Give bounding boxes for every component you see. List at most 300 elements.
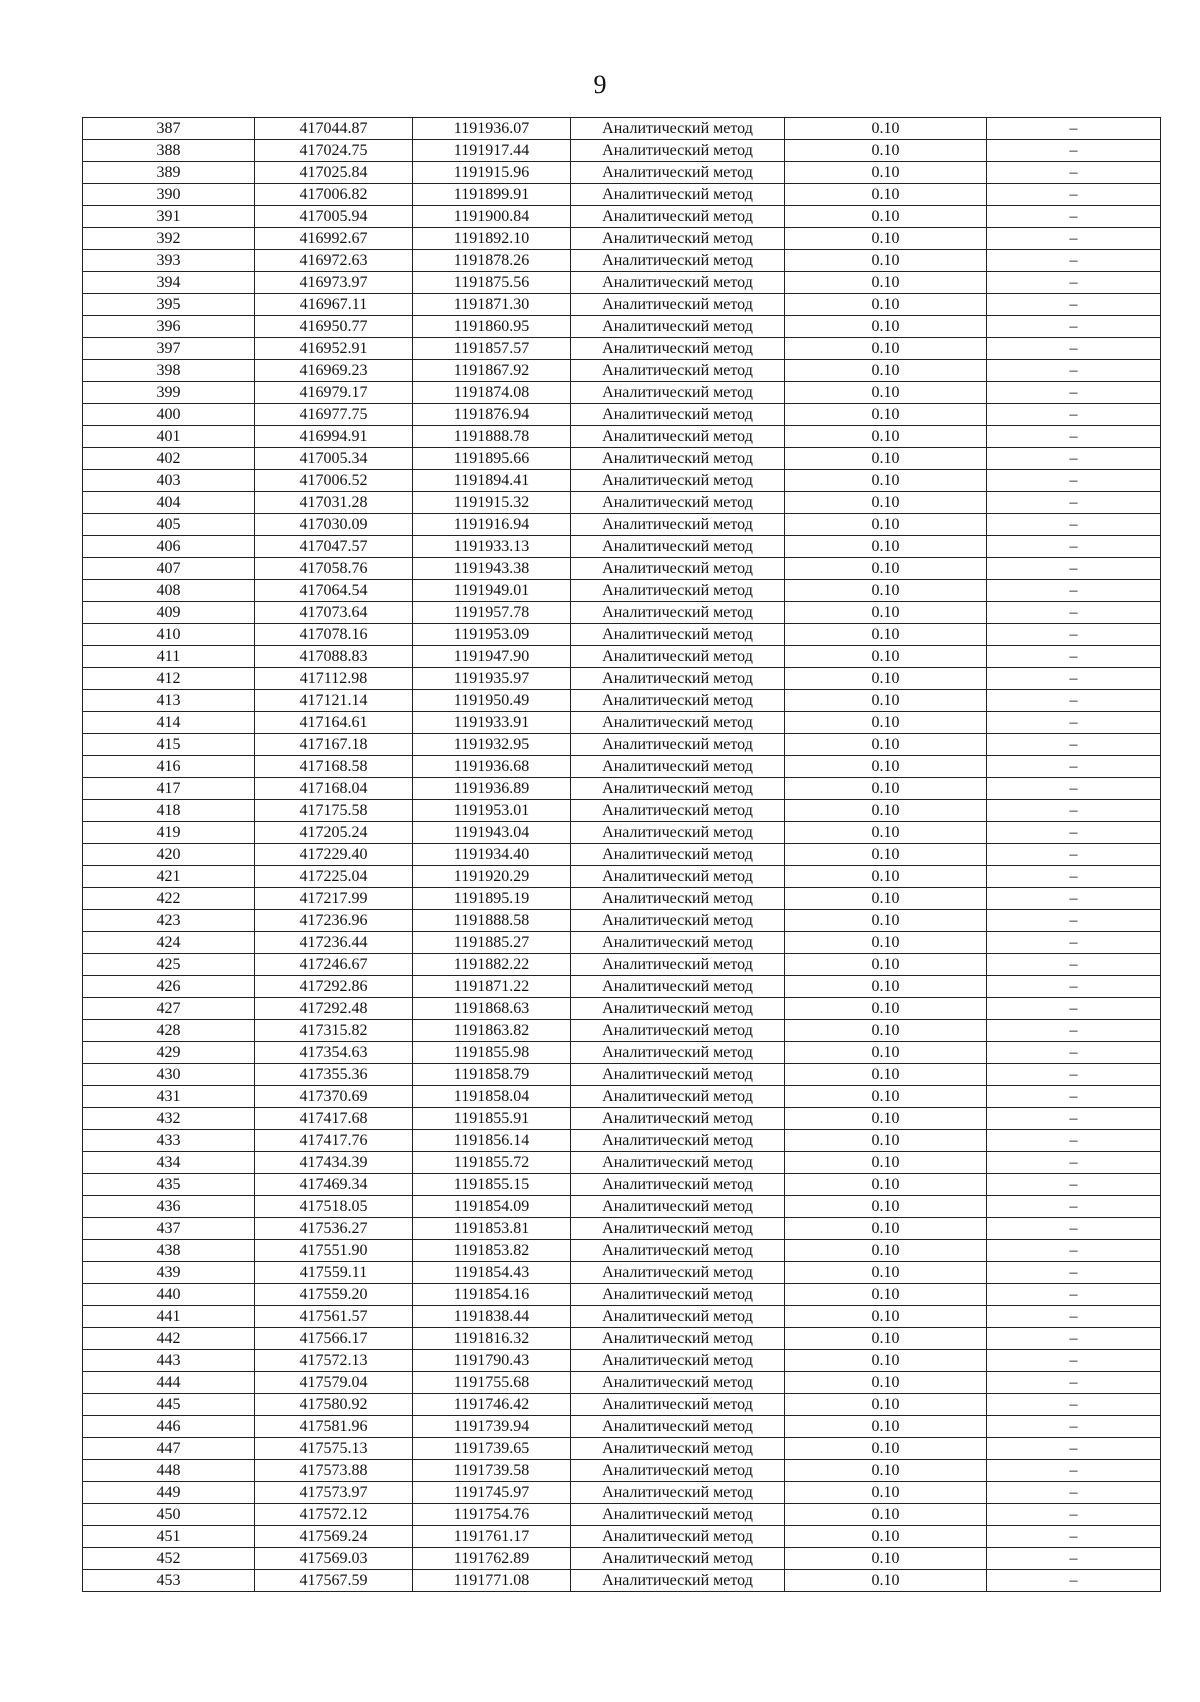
y-coordinate-cell: 1191874.08 <box>413 382 571 404</box>
table-row <box>83 1306 1161 1328</box>
coordinates-table <box>82 117 1161 1592</box>
y-coordinate-cell: 1191943.04 <box>413 822 571 844</box>
y-coordinate-cell: 1191949.01 <box>413 580 571 602</box>
table-row <box>83 668 1161 690</box>
method-cell: Аналитический метод <box>571 1108 785 1130</box>
note-cell: – <box>987 866 1161 888</box>
note-cell: – <box>987 1262 1161 1284</box>
method-cell: Аналитический метод <box>571 800 785 822</box>
point-number-cell: 397 <box>83 338 255 360</box>
table-row <box>83 800 1161 822</box>
x-coordinate-cell: 417246.67 <box>255 954 413 976</box>
x-coordinate-cell: 417217.99 <box>255 888 413 910</box>
accuracy-cell: 0.10 <box>785 426 987 448</box>
y-coordinate-cell: 1191917.44 <box>413 140 571 162</box>
y-coordinate-cell: 1191920.29 <box>413 866 571 888</box>
y-coordinate-cell: 1191855.98 <box>413 1042 571 1064</box>
table-row <box>83 734 1161 756</box>
x-coordinate-cell: 417205.24 <box>255 822 413 844</box>
point-number-cell: 443 <box>83 1350 255 1372</box>
y-coordinate-cell: 1191936.68 <box>413 756 571 778</box>
accuracy-cell: 0.10 <box>785 734 987 756</box>
accuracy-cell: 0.10 <box>785 646 987 668</box>
y-coordinate-cell: 1191888.58 <box>413 910 571 932</box>
note-cell: – <box>987 470 1161 492</box>
x-coordinate-cell: 417236.96 <box>255 910 413 932</box>
y-coordinate-cell: 1191739.65 <box>413 1438 571 1460</box>
y-coordinate-cell: 1191854.43 <box>413 1262 571 1284</box>
method-cell: Аналитический метод <box>571 844 785 866</box>
accuracy-cell: 0.10 <box>785 778 987 800</box>
accuracy-cell: 0.10 <box>785 1526 987 1548</box>
x-coordinate-cell: 417561.57 <box>255 1306 413 1328</box>
point-number-cell: 436 <box>83 1196 255 1218</box>
point-number-cell: 448 <box>83 1460 255 1482</box>
method-cell: Аналитический метод <box>571 580 785 602</box>
table-row <box>83 404 1161 426</box>
method-cell: Аналитический метод <box>571 162 785 184</box>
note-cell: – <box>987 1438 1161 1460</box>
x-coordinate-cell: 417073.64 <box>255 602 413 624</box>
x-coordinate-cell: 416950.77 <box>255 316 413 338</box>
note-cell: – <box>987 998 1161 1020</box>
note-cell: – <box>987 1570 1161 1592</box>
x-coordinate-cell: 417551.90 <box>255 1240 413 1262</box>
y-coordinate-cell: 1191858.04 <box>413 1086 571 1108</box>
point-number-cell: 404 <box>83 492 255 514</box>
table-row <box>83 206 1161 228</box>
x-coordinate-cell: 417024.75 <box>255 140 413 162</box>
accuracy-cell: 0.10 <box>785 470 987 492</box>
y-coordinate-cell: 1191739.58 <box>413 1460 571 1482</box>
x-coordinate-cell: 417229.40 <box>255 844 413 866</box>
point-number-cell: 427 <box>83 998 255 1020</box>
accuracy-cell: 0.10 <box>785 404 987 426</box>
point-number-cell: 388 <box>83 140 255 162</box>
table-row <box>83 580 1161 602</box>
table-row <box>83 1526 1161 1548</box>
point-number-cell: 417 <box>83 778 255 800</box>
point-number-cell: 424 <box>83 932 255 954</box>
accuracy-cell: 0.10 <box>785 1482 987 1504</box>
accuracy-cell: 0.10 <box>785 1438 987 1460</box>
y-coordinate-cell: 1191871.22 <box>413 976 571 998</box>
accuracy-cell: 0.10 <box>785 1262 987 1284</box>
y-coordinate-cell: 1191915.32 <box>413 492 571 514</box>
accuracy-cell: 0.10 <box>785 228 987 250</box>
note-cell: – <box>987 778 1161 800</box>
x-coordinate-cell: 417572.13 <box>255 1350 413 1372</box>
note-cell: – <box>987 426 1161 448</box>
table-row <box>83 1174 1161 1196</box>
point-number-cell: 410 <box>83 624 255 646</box>
table-row <box>83 118 1161 140</box>
method-cell: Аналитический метод <box>571 250 785 272</box>
table-row <box>83 426 1161 448</box>
x-coordinate-cell: 417088.83 <box>255 646 413 668</box>
table-row <box>83 492 1161 514</box>
point-number-cell: 393 <box>83 250 255 272</box>
x-coordinate-cell: 417354.63 <box>255 1042 413 1064</box>
method-cell: Аналитический метод <box>571 140 785 162</box>
point-number-cell: 440 <box>83 1284 255 1306</box>
x-coordinate-cell: 417005.94 <box>255 206 413 228</box>
table-row <box>83 932 1161 954</box>
method-cell: Аналитический метод <box>571 470 785 492</box>
point-number-cell: 392 <box>83 228 255 250</box>
note-cell: – <box>987 1174 1161 1196</box>
table-row <box>83 1284 1161 1306</box>
accuracy-cell: 0.10 <box>785 448 987 470</box>
note-cell: – <box>987 1020 1161 1042</box>
point-number-cell: 416 <box>83 756 255 778</box>
accuracy-cell: 0.10 <box>785 294 987 316</box>
point-number-cell: 401 <box>83 426 255 448</box>
accuracy-cell: 0.10 <box>785 1108 987 1130</box>
table-row <box>83 602 1161 624</box>
y-coordinate-cell: 1191853.82 <box>413 1240 571 1262</box>
method-cell: Аналитический метод <box>571 1086 785 1108</box>
table-row <box>83 1020 1161 1042</box>
method-cell: Аналитический метод <box>571 888 785 910</box>
y-coordinate-cell: 1191871.30 <box>413 294 571 316</box>
method-cell: Аналитический метод <box>571 1240 785 1262</box>
note-cell: – <box>987 360 1161 382</box>
accuracy-cell: 0.10 <box>785 1460 987 1482</box>
method-cell: Аналитический метод <box>571 932 785 954</box>
note-cell: – <box>987 800 1161 822</box>
note-cell: – <box>987 206 1161 228</box>
note-cell: – <box>987 1482 1161 1504</box>
method-cell: Аналитический метод <box>571 822 785 844</box>
method-cell: Аналитический метод <box>571 1438 785 1460</box>
method-cell: Аналитический метод <box>571 1394 785 1416</box>
table-row <box>83 844 1161 866</box>
y-coordinate-cell: 1191933.13 <box>413 536 571 558</box>
method-cell: Аналитический метод <box>571 602 785 624</box>
table-row <box>83 184 1161 206</box>
x-coordinate-cell: 417164.61 <box>255 712 413 734</box>
table-row <box>83 1504 1161 1526</box>
x-coordinate-cell: 417168.58 <box>255 756 413 778</box>
table-row <box>83 1328 1161 1350</box>
note-cell: – <box>987 140 1161 162</box>
accuracy-cell: 0.10 <box>785 580 987 602</box>
note-cell: – <box>987 1416 1161 1438</box>
point-number-cell: 444 <box>83 1372 255 1394</box>
note-cell: – <box>987 558 1161 580</box>
accuracy-cell: 0.10 <box>785 360 987 382</box>
method-cell: Аналитический метод <box>571 558 785 580</box>
y-coordinate-cell: 1191915.96 <box>413 162 571 184</box>
method-cell: Аналитический метод <box>571 998 785 1020</box>
method-cell: Аналитический метод <box>571 866 785 888</box>
x-coordinate-cell: 417058.76 <box>255 558 413 580</box>
table-row <box>83 294 1161 316</box>
x-coordinate-cell: 417572.12 <box>255 1504 413 1526</box>
table-row <box>83 646 1161 668</box>
table-row <box>83 514 1161 536</box>
method-cell: Аналитический метод <box>571 778 785 800</box>
table-row <box>83 624 1161 646</box>
note-cell: – <box>987 976 1161 998</box>
note-cell: – <box>987 1108 1161 1130</box>
point-number-cell: 408 <box>83 580 255 602</box>
table-row <box>83 712 1161 734</box>
x-coordinate-cell: 417566.17 <box>255 1328 413 1350</box>
note-cell: – <box>987 1086 1161 1108</box>
point-number-cell: 390 <box>83 184 255 206</box>
accuracy-cell: 0.10 <box>785 1394 987 1416</box>
y-coordinate-cell: 1191867.92 <box>413 360 571 382</box>
note-cell: – <box>987 1130 1161 1152</box>
method-cell: Аналитический метод <box>571 1306 785 1328</box>
accuracy-cell: 0.10 <box>785 1086 987 1108</box>
method-cell: Аналитический метод <box>571 910 785 932</box>
table-row <box>83 1460 1161 1482</box>
table-row <box>83 470 1161 492</box>
table-row <box>83 1350 1161 1372</box>
note-cell: – <box>987 932 1161 954</box>
table-row <box>83 558 1161 580</box>
method-cell: Аналитический метод <box>571 448 785 470</box>
table-row <box>83 448 1161 470</box>
method-cell: Аналитический метод <box>571 514 785 536</box>
y-coordinate-cell: 1191855.15 <box>413 1174 571 1196</box>
note-cell: – <box>987 888 1161 910</box>
method-cell: Аналитический метод <box>571 756 785 778</box>
method-cell: Аналитический метод <box>571 206 785 228</box>
accuracy-cell: 0.10 <box>785 184 987 206</box>
table-row <box>83 778 1161 800</box>
table-row <box>83 954 1161 976</box>
method-cell: Аналитический метод <box>571 536 785 558</box>
y-coordinate-cell: 1191957.78 <box>413 602 571 624</box>
note-cell: – <box>987 756 1161 778</box>
accuracy-cell: 0.10 <box>785 1196 987 1218</box>
accuracy-cell: 0.10 <box>785 1504 987 1526</box>
point-number-cell: 398 <box>83 360 255 382</box>
accuracy-cell: 0.10 <box>785 1328 987 1350</box>
coordinates-table-body <box>83 118 1161 1592</box>
point-number-cell: 439 <box>83 1262 255 1284</box>
method-cell: Аналитический метод <box>571 624 785 646</box>
table-row <box>83 1108 1161 1130</box>
y-coordinate-cell: 1191892.10 <box>413 228 571 250</box>
point-number-cell: 402 <box>83 448 255 470</box>
table-row <box>83 536 1161 558</box>
accuracy-cell: 0.10 <box>785 910 987 932</box>
y-coordinate-cell: 1191863.82 <box>413 1020 571 1042</box>
y-coordinate-cell: 1191875.56 <box>413 272 571 294</box>
method-cell: Аналитический метод <box>571 360 785 382</box>
method-cell: Аналитический метод <box>571 228 785 250</box>
y-coordinate-cell: 1191855.91 <box>413 1108 571 1130</box>
point-number-cell: 438 <box>83 1240 255 1262</box>
accuracy-cell: 0.10 <box>785 1416 987 1438</box>
method-cell: Аналитический метод <box>571 1284 785 1306</box>
accuracy-cell: 0.10 <box>785 932 987 954</box>
note-cell: – <box>987 1152 1161 1174</box>
point-number-cell: 430 <box>83 1064 255 1086</box>
y-coordinate-cell: 1191854.16 <box>413 1284 571 1306</box>
x-coordinate-cell: 417047.57 <box>255 536 413 558</box>
table-row <box>83 140 1161 162</box>
x-coordinate-cell: 417236.44 <box>255 932 413 954</box>
accuracy-cell: 0.10 <box>785 624 987 646</box>
accuracy-cell: 0.10 <box>785 1306 987 1328</box>
point-number-cell: 412 <box>83 668 255 690</box>
point-number-cell: 419 <box>83 822 255 844</box>
note-cell: – <box>987 272 1161 294</box>
note-cell: – <box>987 910 1161 932</box>
table-row <box>83 888 1161 910</box>
point-number-cell: 425 <box>83 954 255 976</box>
y-coordinate-cell: 1191838.44 <box>413 1306 571 1328</box>
table-row <box>83 250 1161 272</box>
method-cell: Аналитический метод <box>571 118 785 140</box>
y-coordinate-cell: 1191860.95 <box>413 316 571 338</box>
note-cell: – <box>987 448 1161 470</box>
y-coordinate-cell: 1191900.84 <box>413 206 571 228</box>
table-row <box>83 162 1161 184</box>
method-cell: Аналитический метод <box>571 382 785 404</box>
accuracy-cell: 0.10 <box>785 1570 987 1592</box>
accuracy-cell: 0.10 <box>785 250 987 272</box>
note-cell: – <box>987 1284 1161 1306</box>
note-cell: – <box>987 1372 1161 1394</box>
accuracy-cell: 0.10 <box>785 1284 987 1306</box>
point-number-cell: 420 <box>83 844 255 866</box>
point-number-cell: 435 <box>83 1174 255 1196</box>
y-coordinate-cell: 1191853.81 <box>413 1218 571 1240</box>
x-coordinate-cell: 417573.97 <box>255 1482 413 1504</box>
note-cell: – <box>987 822 1161 844</box>
point-number-cell: 409 <box>83 602 255 624</box>
note-cell: – <box>987 1548 1161 1570</box>
x-coordinate-cell: 417417.68 <box>255 1108 413 1130</box>
point-number-cell: 441 <box>83 1306 255 1328</box>
note-cell: – <box>987 1306 1161 1328</box>
y-coordinate-cell: 1191895.19 <box>413 888 571 910</box>
method-cell: Аналитический метод <box>571 404 785 426</box>
method-cell: Аналитический метод <box>571 1460 785 1482</box>
y-coordinate-cell: 1191899.91 <box>413 184 571 206</box>
page-number: 9 <box>593 70 607 99</box>
accuracy-cell: 0.10 <box>785 712 987 734</box>
y-coordinate-cell: 1191854.09 <box>413 1196 571 1218</box>
point-number-cell: 446 <box>83 1416 255 1438</box>
note-cell: – <box>987 536 1161 558</box>
x-coordinate-cell: 416977.75 <box>255 404 413 426</box>
point-number-cell: 423 <box>83 910 255 932</box>
point-number-cell: 400 <box>83 404 255 426</box>
method-cell: Аналитический метод <box>571 1020 785 1042</box>
note-cell: – <box>987 580 1161 602</box>
x-coordinate-cell: 417559.20 <box>255 1284 413 1306</box>
point-number-cell: 434 <box>83 1152 255 1174</box>
method-cell: Аналитический метод <box>571 316 785 338</box>
x-coordinate-cell: 417355.36 <box>255 1064 413 1086</box>
x-coordinate-cell: 417064.54 <box>255 580 413 602</box>
y-coordinate-cell: 1191739.94 <box>413 1416 571 1438</box>
point-number-cell: 399 <box>83 382 255 404</box>
table-row <box>83 1482 1161 1504</box>
x-coordinate-cell: 417025.84 <box>255 162 413 184</box>
x-coordinate-cell: 416967.11 <box>255 294 413 316</box>
point-number-cell: 432 <box>83 1108 255 1130</box>
accuracy-cell: 0.10 <box>785 976 987 998</box>
note-cell: – <box>987 382 1161 404</box>
method-cell: Аналитический метод <box>571 712 785 734</box>
x-coordinate-cell: 417579.04 <box>255 1372 413 1394</box>
accuracy-cell: 0.10 <box>785 1064 987 1086</box>
method-cell: Аналитический метод <box>571 294 785 316</box>
y-coordinate-cell: 1191868.63 <box>413 998 571 1020</box>
x-coordinate-cell: 417121.14 <box>255 690 413 712</box>
point-number-cell: 445 <box>83 1394 255 1416</box>
y-coordinate-cell: 1191953.01 <box>413 800 571 822</box>
accuracy-cell: 0.10 <box>785 1174 987 1196</box>
x-coordinate-cell: 417417.76 <box>255 1130 413 1152</box>
note-cell: – <box>987 646 1161 668</box>
accuracy-cell: 0.10 <box>785 536 987 558</box>
note-cell: – <box>987 228 1161 250</box>
point-number-cell: 437 <box>83 1218 255 1240</box>
accuracy-cell: 0.10 <box>785 756 987 778</box>
method-cell: Аналитический метод <box>571 426 785 448</box>
table-row <box>83 866 1161 888</box>
y-coordinate-cell: 1191878.26 <box>413 250 571 272</box>
method-cell: Аналитический метод <box>571 646 785 668</box>
method-cell: Аналитический метод <box>571 690 785 712</box>
y-coordinate-cell: 1191934.40 <box>413 844 571 866</box>
table-row <box>83 1570 1161 1592</box>
method-cell: Аналитический метод <box>571 1130 785 1152</box>
accuracy-cell: 0.10 <box>785 1372 987 1394</box>
accuracy-cell: 0.10 <box>785 822 987 844</box>
x-coordinate-cell: 417315.82 <box>255 1020 413 1042</box>
accuracy-cell: 0.10 <box>785 1350 987 1372</box>
method-cell: Аналитический метод <box>571 1526 785 1548</box>
y-coordinate-cell: 1191816.32 <box>413 1328 571 1350</box>
point-number-cell: 407 <box>83 558 255 580</box>
x-coordinate-cell: 417569.24 <box>255 1526 413 1548</box>
table-row <box>83 1218 1161 1240</box>
accuracy-cell: 0.10 <box>785 272 987 294</box>
point-number-cell: 411 <box>83 646 255 668</box>
accuracy-cell: 0.10 <box>785 492 987 514</box>
y-coordinate-cell: 1191855.72 <box>413 1152 571 1174</box>
table-row <box>83 1240 1161 1262</box>
method-cell: Аналитический метод <box>571 1042 785 1064</box>
method-cell: Аналитический метод <box>571 1416 785 1438</box>
x-coordinate-cell: 417536.27 <box>255 1218 413 1240</box>
accuracy-cell: 0.10 <box>785 888 987 910</box>
x-coordinate-cell: 417469.34 <box>255 1174 413 1196</box>
accuracy-cell: 0.10 <box>785 206 987 228</box>
table-row <box>83 1548 1161 1570</box>
point-number-cell: 429 <box>83 1042 255 1064</box>
x-coordinate-cell: 417006.52 <box>255 470 413 492</box>
y-coordinate-cell: 1191755.68 <box>413 1372 571 1394</box>
method-cell: Аналитический метод <box>571 1174 785 1196</box>
x-coordinate-cell: 417168.04 <box>255 778 413 800</box>
table-row <box>83 690 1161 712</box>
note-cell: – <box>987 668 1161 690</box>
x-coordinate-cell: 417518.05 <box>255 1196 413 1218</box>
x-coordinate-cell: 417030.09 <box>255 514 413 536</box>
